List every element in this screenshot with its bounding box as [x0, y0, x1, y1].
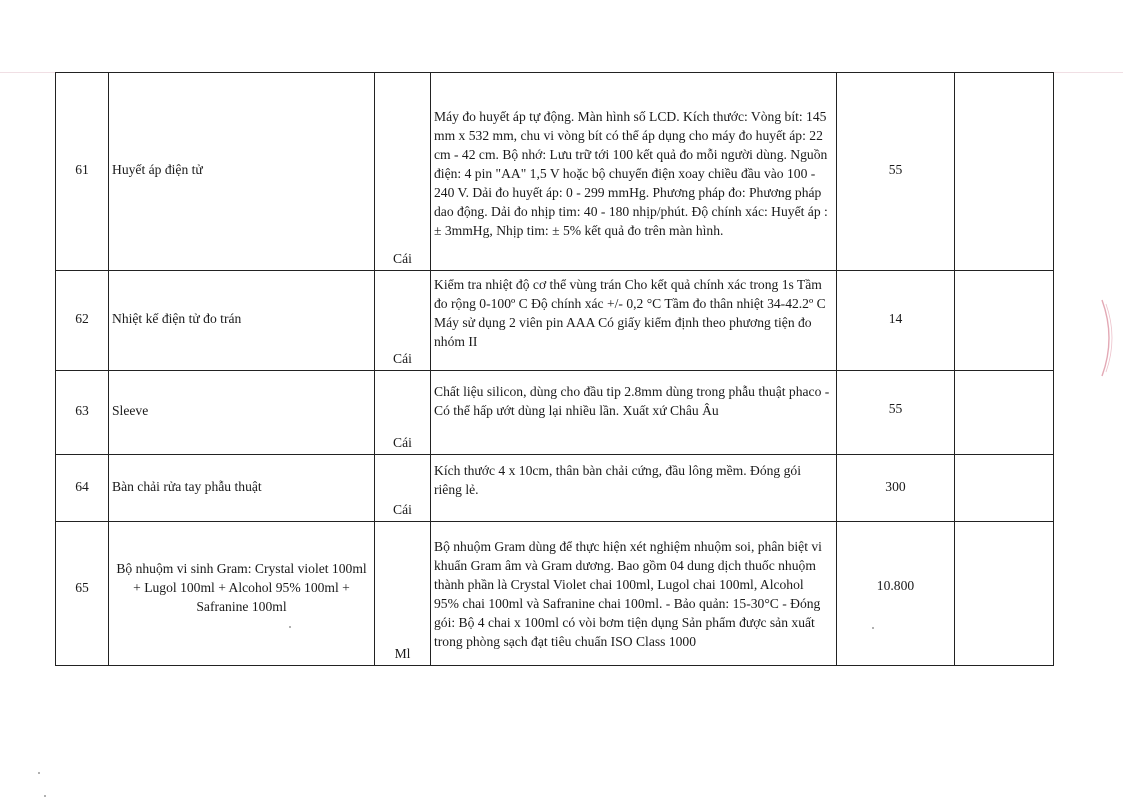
note-cell — [955, 73, 1054, 271]
table-row — [56, 371, 1054, 455]
item-name: Sleeve — [112, 403, 149, 418]
unit-cell — [375, 271, 431, 371]
row-number: 63 — [75, 403, 89, 418]
item-name: Bộ nhuộm vi sinh Gram: Crystal violet 100ml + Lugol 100ml + Alcohol 95% 100ml + Safranine 100ml — [116, 561, 367, 614]
note-cell — [955, 522, 1054, 666]
row-number: 61 — [75, 162, 89, 177]
quantity: 300 — [885, 478, 906, 494]
table-row — [56, 73, 1054, 271]
item-name-cell — [109, 271, 375, 371]
item-name: Huyết áp điện tử — [112, 162, 203, 177]
item-name: Nhiệt kế điện tử đo trán — [112, 311, 242, 326]
specification: Kích thước 4 x 10cm, thân bàn chải cứng, đầu lông mềm. Đóng gói riêng lẻ. — [434, 463, 801, 497]
specification: Chất liệu silicon, dùng cho đầu tip 2.8mm dùng trong phẫu thuật phaco - Có thể hấp ướt dùng lại nhiều lần. Xuất xứ Châu Âu — [434, 383, 830, 418]
specification-cell — [431, 455, 837, 522]
row-number-cell — [56, 522, 109, 666]
item-name-cell — [109, 522, 375, 666]
specification-cell — [431, 371, 837, 455]
scan-speck — [38, 772, 40, 774]
items-table — [55, 72, 1054, 666]
unit: Cái — [393, 351, 412, 366]
table-row — [56, 455, 1054, 522]
scan-speck — [44, 795, 46, 797]
row-number: 64 — [75, 478, 89, 494]
item-name-cell — [109, 455, 375, 522]
quantity: 10.800 — [876, 578, 915, 593]
row-number-cell — [56, 371, 109, 455]
item-name: Bàn chải rửa tay phẫu thuật — [112, 478, 262, 494]
unit-cell — [375, 455, 431, 522]
quantity-cell — [837, 271, 955, 371]
note-cell — [955, 271, 1054, 371]
unit: Ml — [394, 646, 411, 661]
quantity: 14 — [888, 311, 903, 326]
unit-cell — [375, 371, 431, 455]
item-name-cell — [109, 73, 375, 271]
table-row — [56, 522, 1054, 666]
unit-cell — [375, 522, 431, 666]
unit: Cái — [393, 435, 412, 450]
scan-speck — [289, 626, 291, 628]
row-number: 62 — [75, 311, 89, 326]
row-number-cell — [56, 271, 109, 371]
item-name-cell — [109, 371, 375, 455]
quantity-cell — [837, 455, 955, 522]
specification: Máy đo huyết áp tự động. Màn hình số LCD. Kích thước: Vòng bít: 145 mm x 532 mm, chu vi vòng bít có thể áp dụng cho máy đo huyết áp: 22 cm - 42 cm. Bộ nhớ: Lưu trữ tới 100 kết quả đo mỗi người dùng. Nguồn điện: 4 pin "AA" 1,5 V hoặc bộ chuyển điện xoay chiều đầu vào 100 - 240 V. Dải đo huyết áp: 0 - 299 mmHg. Phương pháp đo: Phương pháp dao động. Dải đo nhịp tim: 40 - 180 nhịp/phút. Độ chính xác: Huyết áp : ± 3mmHg, Nhịp tim: ± 5% kết quả đo trên màn hình. — [434, 109, 828, 238]
row-number-cell — [56, 73, 109, 271]
unit: Cái — [393, 251, 412, 266]
quantity: 55 — [888, 401, 903, 416]
quantity-cell — [837, 371, 955, 455]
row-number-cell — [56, 455, 109, 522]
quantity-cell — [837, 73, 955, 271]
specification: Kiểm tra nhiệt độ cơ thể vùng trán Cho kết quả chính xác trong 1s Tầm đo rộng 0-100º C Độ chính xác +/- 0,2 °C Tầm đo thân nhiệt 34-42.2º C Máy sử dụng 2 viên pin AAA Có giấy kiểm định theo phương tiện đo nhóm II — [434, 276, 826, 349]
table-row — [56, 271, 1054, 371]
quantity: 55 — [888, 162, 903, 177]
unit: Cái — [393, 502, 412, 517]
note-cell — [955, 371, 1054, 455]
margin-stamp-arc — [1098, 298, 1118, 378]
row-number: 65 — [75, 580, 89, 595]
unit-cell — [375, 73, 431, 271]
scan-speck — [872, 627, 874, 629]
specification-cell — [431, 73, 837, 271]
quantity-cell — [837, 522, 955, 666]
specification-cell — [431, 522, 837, 666]
specification: Bộ nhuộm Gram dùng để thực hiện xét nghiệm nhuộm soi, phân biệt vi khuẩn Gram âm và Gram dương. Bao gồm 04 dung dịch thuốc nhuộm thành phần là Crystal Violet chai 100ml, Lugol chai 100ml, Alcohol 95% chai 100ml và Safranine chai 100ml. - Bảo quản: 15-30°C - Đóng gói: Bộ 4 chai x 100ml có vòi bơm tiện dụng Sản phẩm được sản xuất trong phòng sạch đạt tiêu chuẩn ISO Class 1000 — [434, 538, 822, 649]
note-cell — [955, 455, 1054, 522]
specification-cell — [431, 271, 837, 371]
